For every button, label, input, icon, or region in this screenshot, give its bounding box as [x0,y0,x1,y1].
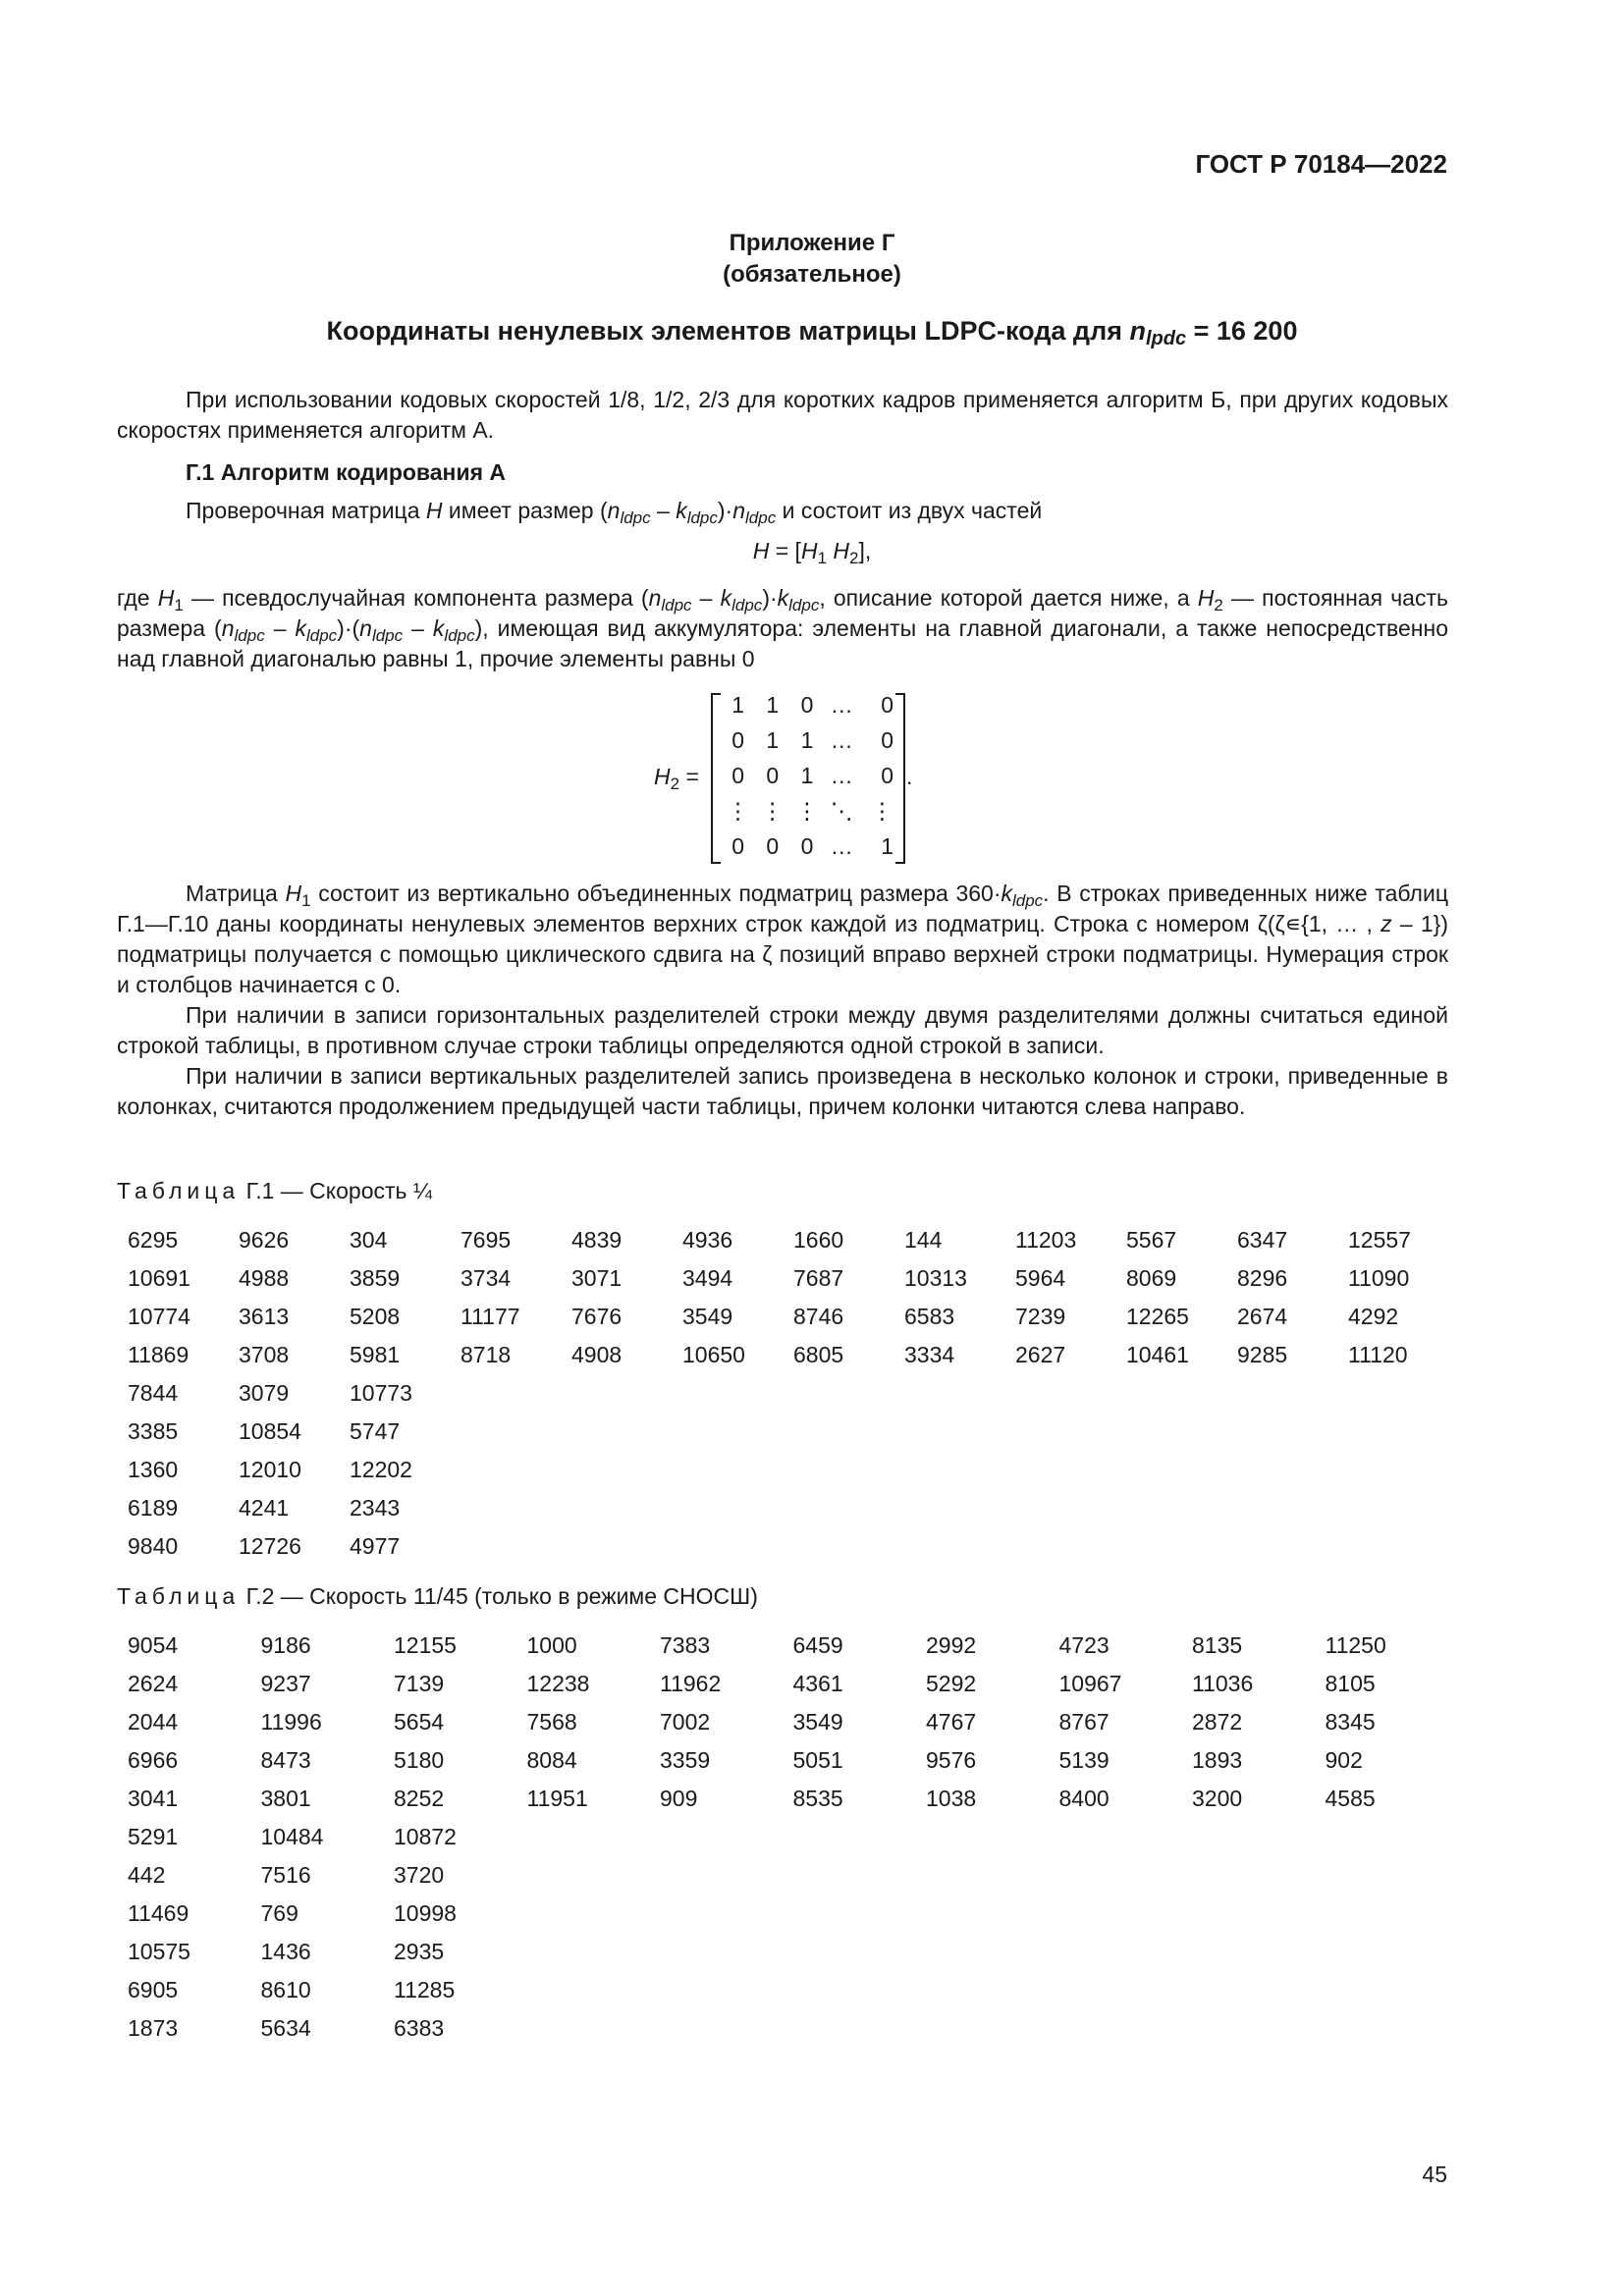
text: )·( [337,615,360,641]
matrix-cell: ⋱ [830,798,853,824]
table-cell: 11203 [1015,1227,1077,1253]
table-row [128,1780,1458,1818]
text: )· [717,498,733,523]
table-cell: 3734 [460,1265,512,1291]
paragraphs-after-matrix [117,879,1448,1122]
var-n: n [359,615,372,641]
matrix-cell: 0 [731,763,744,788]
table-cell: 3334 [904,1342,955,1367]
matrix-cell: 1 [800,727,814,753]
sub-ldpc: ldpc [745,508,777,527]
table-cell: 5634 [260,2015,311,2041]
matrix-row [721,758,897,793]
table-cell: 1436 [260,1939,311,1964]
table-cell: 8069 [1126,1265,1177,1291]
sub-1: 1 [301,891,311,910]
table-cell: 7676 [571,1304,623,1329]
table-cell: 4585 [1325,1786,1376,1811]
table-cell: 4988 [239,1265,290,1291]
table-row [128,1818,1458,1856]
table-row [128,1703,1458,1741]
table-cell: 8252 [394,1786,445,1811]
matrix-cell: ⋮ [871,798,894,824]
table-cell: 10313 [904,1265,967,1291]
table-cell: 3359 [660,1747,711,1773]
table-cell: 909 [660,1786,698,1811]
table1 [128,1221,1459,1566]
matrix-cell: 0 [731,833,744,859]
sub-ldpc: ldpc [686,508,718,527]
table-cell: 3859 [350,1265,401,1291]
table-cell: 2935 [394,1939,445,1964]
table-row [128,1665,1458,1703]
appendix-heading [0,228,1624,291]
paragraph-h1-h2 [117,583,1448,674]
table-cell: 3549 [682,1304,733,1329]
table-cell: 11036 [1192,1671,1254,1696]
table-cell: 5291 [128,1824,179,1849]
table-cell: 5180 [394,1747,445,1773]
matrix-cell: 1 [766,727,780,753]
matrix-cell: 0 [800,833,814,859]
sub-ldpc: ldpc [731,596,763,614]
table-cell: 7695 [460,1227,512,1253]
table-row [128,1627,1458,1665]
table-cell: 9237 [260,1671,311,1696]
table2-caption-text: Г.2 — Скорость 11/45 (только в режиме СНОСШ) [240,1583,758,1609]
matrix-cell: … [830,692,853,718]
table-cell: 3613 [239,1304,290,1329]
intro-paragraph: При использовании кодовых скоростей 1/8, 1/2, 2/3 для коротких кадров применяется алгоритм Б, при других кодовых скоростях применяется алгоритм А. [117,387,1448,443]
matrix-cell: ⋮ [795,798,819,824]
table-cell: 5747 [350,1418,401,1444]
table-cell: 12155 [394,1632,457,1658]
table-cell: 6583 [904,1304,955,1329]
table-row [128,1298,1459,1336]
table-cell: 3494 [682,1265,733,1291]
table-cell: 5139 [1058,1747,1110,1773]
sub-ldpc: ldpc [620,508,651,527]
var-k: k [1001,881,1012,906]
table-cell: 4723 [1058,1632,1110,1658]
table-row [128,1933,1458,1971]
table-cell: 1873 [128,2015,179,2041]
sub-1: 1 [817,549,828,567]
table-cell: 9840 [128,1533,179,1559]
var-z: z [1380,911,1392,936]
table-cell: 7383 [660,1632,711,1658]
table-row [128,1741,1458,1780]
table-cell: 9285 [1237,1342,1288,1367]
table-cell: 4839 [571,1227,623,1253]
text: — постоянная часть размера ( [117,585,1448,641]
table-cell: 1000 [526,1632,577,1658]
matrix-period: . [906,764,913,789]
matrix-row [721,722,897,758]
table-cell: 5567 [1126,1227,1177,1253]
matrix-cell: 0 [731,727,744,753]
matrix-cell: 0 [881,763,894,788]
sub-ldpc: ldpc [788,596,820,614]
matrix-h2 [648,687,923,864]
matrix-left-bracket [711,693,721,864]
table-cell: 8718 [460,1342,512,1367]
table-cell: 2627 [1015,1342,1066,1367]
table-cell: 11869 [128,1342,189,1367]
matrix-cell: 1 [881,833,894,859]
table-cell: 1660 [793,1227,844,1253]
table-cell: 11962 [660,1671,722,1696]
table-cell: 3041 [128,1786,179,1811]
sub-1: 1 [174,596,184,614]
matrix-row [721,793,897,828]
table-row [128,1259,1459,1298]
formula-h [0,538,1624,567]
var-h2: H [833,538,850,563]
paragraph-matrix-size [117,496,1448,526]
table-cell: 3720 [394,1862,445,1888]
title-prefix: Координаты ненулевых элементов матрицы LDPC-кода для [326,316,1130,346]
var-n: n [221,615,235,641]
document-title [0,316,1624,347]
table-cell: 3708 [239,1342,290,1367]
table-cell: 10967 [1058,1671,1122,1696]
table-row [128,1221,1459,1259]
table-cell: 6459 [792,1632,843,1658]
table-cell: 4936 [682,1227,733,1253]
sub-ldpc: ldpc [444,626,475,645]
table-cell: 11250 [1325,1632,1386,1658]
table-row [128,1374,1459,1413]
table-cell: 10872 [394,1824,457,1849]
matrix-grid [721,687,897,864]
table-cell: 10773 [350,1380,412,1406]
table-cell: 144 [904,1227,943,1253]
paragraph-vertical-separators: При наличии в записи вертикальных разделителей запись произведена в несколько колонок и строки, приведенные в колонках, считаются продолжением предыдущей части таблицы, причем колонки читаются слева направо. [117,1063,1448,1119]
table-cell: 7139 [394,1671,445,1696]
table-cell: 7568 [526,1709,577,1735]
text: , описание которой дается ниже, а [819,585,1198,611]
table-cell: 10484 [260,1824,324,1849]
var-h: H [752,538,770,563]
sub-ldpc: ldpc [661,596,692,614]
matrix-cell: 1 [800,763,814,788]
table-cell: 2624 [128,1671,179,1696]
sub-ldpc: ldpc [371,626,404,645]
var-k: k [432,615,445,641]
table-cell: 6189 [128,1495,179,1521]
table-cell: 6347 [1237,1227,1288,1253]
table-row [128,1527,1459,1566]
table-cell: 8767 [1058,1709,1110,1735]
table-cell: 8135 [1192,1632,1243,1658]
sub-2: 2 [670,774,680,793]
table-cell: 12557 [1348,1227,1411,1253]
table-row [128,1413,1459,1451]
text: )· [762,585,778,611]
var-n: n [607,498,621,523]
var-n: n [648,585,662,611]
matrix-cell: … [830,727,853,753]
table-cell: 8296 [1237,1265,1288,1291]
table-cell: 9186 [260,1632,311,1658]
appendix-title: Приложение Г [729,230,895,256]
table-cell: 2992 [926,1632,977,1658]
table1-caption-text: Г.1 — Скорость ¼ [240,1178,433,1203]
table-cell: 10691 [128,1265,190,1291]
table-cell: 3071 [571,1265,623,1291]
var-h1: H [800,538,818,563]
table-cell: 10650 [682,1342,745,1367]
text: = [ [769,538,801,563]
table-cell: 11951 [526,1786,588,1811]
section-block [117,457,1448,526]
table-cell: 7002 [660,1709,711,1735]
table-cell: 4361 [792,1671,843,1696]
table-cell: 1038 [926,1786,977,1811]
table-cell: 4977 [350,1533,401,1559]
table-cell: 11120 [1348,1342,1408,1367]
paragraph-horizontal-separators: При наличии в записи горизонтальных разделителей строки между двумя разделителями должны считаться единой строкой таблицы, в противном случае строки таблицы определяются одной строкой в записи. [117,1002,1448,1058]
table-cell: 8535 [792,1786,843,1811]
text: – 1}) подматрицы получается с помощью циклического сдвига на ζ позиций вправо верхней строки подматрицы. Нумерация строк и столбцов начинается с 0. [117,911,1448,997]
table-cell: 6805 [793,1342,844,1367]
table-cell: 5051 [792,1747,843,1773]
title-var: n [1129,316,1146,346]
table-cell: 6966 [128,1747,179,1773]
table-cell: 8746 [793,1304,844,1329]
table-cell: 5208 [350,1304,401,1329]
table-cell: 8345 [1325,1709,1376,1735]
text: ), имеющая вид аккумулятора: элементы на главной диагонали, а также непосредственно над главной диагональю равны 1, прочие элементы равны 0 [117,615,1449,671]
table-cell: 10998 [394,1900,457,1926]
table-row [128,1895,1458,1933]
table-cell: 11996 [260,1709,322,1735]
table-cell: 12202 [350,1457,412,1482]
matrix-cell: 1 [731,692,744,718]
table-cell: 5292 [926,1671,977,1696]
table-cell: 5654 [394,1709,445,1735]
text: Проверочная матрица [186,498,426,523]
table-cell: 11090 [1348,1265,1410,1291]
table-cell: 11285 [394,1977,456,2002]
table-cell: 10461 [1126,1342,1189,1367]
matrix-label [654,764,699,793]
text: — псевдослучайная компонента размера ( [183,585,649,611]
table-cell: 2674 [1237,1304,1288,1329]
section-heading: Г.1 Алгоритм кодирования А [186,459,507,485]
table-cell: 8610 [260,1977,311,2002]
table-cell: 12265 [1126,1304,1189,1329]
sub-2: 2 [1214,596,1223,614]
table-cell: 6905 [128,1977,179,2002]
matrix-cell: 0 [766,763,780,788]
text: состоит из вертикально объединенных подматриц размера 360· [310,881,1001,906]
table-cell: 9054 [128,1632,179,1658]
table-cell: 10774 [128,1304,190,1329]
matrix-cell: ⋮ [727,798,750,824]
var-h2: H [654,764,671,789]
text: . В строках приведенных ниже таблиц Г.1—Г.10 даны координаты ненулевых элементов верхних строк каждой из подматриц. Строка с номером ζ(ζ∊{1, … , [117,881,1448,936]
appendix-subtitle: (обязательное) [723,261,901,288]
table-cell: 10575 [128,1939,190,1964]
table-word: Таблица [117,1178,241,1203]
table-cell: 4241 [239,1495,290,1521]
var-k: k [777,585,789,611]
table-row [128,1451,1459,1489]
page-number: 45 [1422,2162,1447,2187]
table-cell: 5981 [350,1342,401,1367]
matrix-cell: 1 [766,692,780,718]
table-cell: 11469 [128,1900,189,1926]
table-cell: 3549 [792,1709,843,1735]
table-cell: 9576 [926,1747,977,1773]
sub-2: 2 [849,549,859,567]
var-n: n [732,498,746,523]
title-var-sub: lpdc [1145,328,1187,349]
table-cell: 4767 [926,1709,977,1735]
table-cell: 7239 [1015,1304,1066,1329]
matrix-cell: 0 [881,727,894,753]
table-word: Таблица [117,1583,241,1609]
table-row [128,1489,1459,1527]
matrix-cell: 0 [800,692,814,718]
table-cell: 442 [128,1862,166,1888]
text: – [403,615,433,641]
table-cell: 12238 [526,1671,590,1696]
table-cell: 8400 [1058,1786,1110,1811]
table-cell: 5964 [1015,1265,1066,1291]
paragraph-h1-h2-block [117,583,1448,674]
table-cell: 2872 [1192,1709,1243,1735]
intro-paragraph-block [117,385,1448,446]
table-cell: 769 [260,1900,298,1926]
var-h: H [157,585,175,611]
table-cell: 6295 [128,1227,179,1253]
table-cell: 3801 [260,1786,311,1811]
table-cell: 4292 [1348,1304,1399,1329]
table-cell: 304 [350,1227,388,1253]
matrix-row [721,828,897,864]
table-row [128,1971,1458,2009]
table-cell: 3200 [1192,1786,1243,1811]
table-row [128,2009,1458,2048]
var-h: H [285,881,302,906]
table1-caption [117,1178,432,1204]
sub-ldpc: ldpc [234,626,265,645]
table-cell: 7687 [793,1265,844,1291]
table-row [128,1336,1459,1374]
matrix-cell: 0 [766,833,780,859]
var-k: k [720,585,732,611]
var-k: k [295,615,306,641]
sub-ldpc: ldpc [1011,891,1044,910]
text: = [679,764,699,789]
table-cell: 3385 [128,1418,179,1444]
table-cell: 6383 [394,2015,445,2041]
var-h: H [1197,585,1215,611]
table-cell: 11177 [460,1304,520,1329]
text: имеет размер ( [442,498,608,523]
table-cell: 8105 [1325,1671,1376,1696]
table-cell: 10854 [239,1418,301,1444]
paragraph-h1-structure [117,879,1448,1000]
var-k: k [676,498,687,523]
text: Матрица [186,881,286,906]
table-cell: 902 [1325,1747,1363,1773]
document-code: ГОСТ Р 70184—2022 [1195,149,1447,179]
matrix-row [721,687,897,722]
title-suffix: = 16 200 [1186,316,1298,346]
table-cell: 9626 [239,1227,290,1253]
text: – [691,585,721,611]
table-cell: 7844 [128,1380,179,1406]
table-cell: 3079 [239,1380,290,1406]
text: и состоит из двух частей [776,498,1043,523]
table2 [128,1627,1458,2048]
table-cell: 12010 [239,1457,301,1482]
table-row [128,1856,1458,1895]
text: ], [858,538,872,563]
table-cell: 2343 [350,1495,401,1521]
table-cell: 8473 [260,1747,311,1773]
sub-ldpc: ldpc [305,626,338,645]
table-cell: 2044 [128,1709,179,1735]
table-cell: 1893 [1192,1747,1243,1773]
text: – [650,498,677,523]
table2-caption [117,1583,758,1610]
table-cell: 7516 [260,1862,311,1888]
matrix-cell: ⋮ [761,798,785,824]
table-cell: 1360 [128,1457,179,1482]
text: где [117,585,158,611]
var-h: H [425,498,443,523]
matrix-cell: 0 [881,692,894,718]
table-cell: 4908 [571,1342,623,1367]
matrix-cell: … [830,763,853,788]
matrix-cell: … [830,833,853,859]
table-cell: 8084 [526,1747,577,1773]
text: – [264,615,296,641]
table-cell: 12726 [239,1533,301,1559]
